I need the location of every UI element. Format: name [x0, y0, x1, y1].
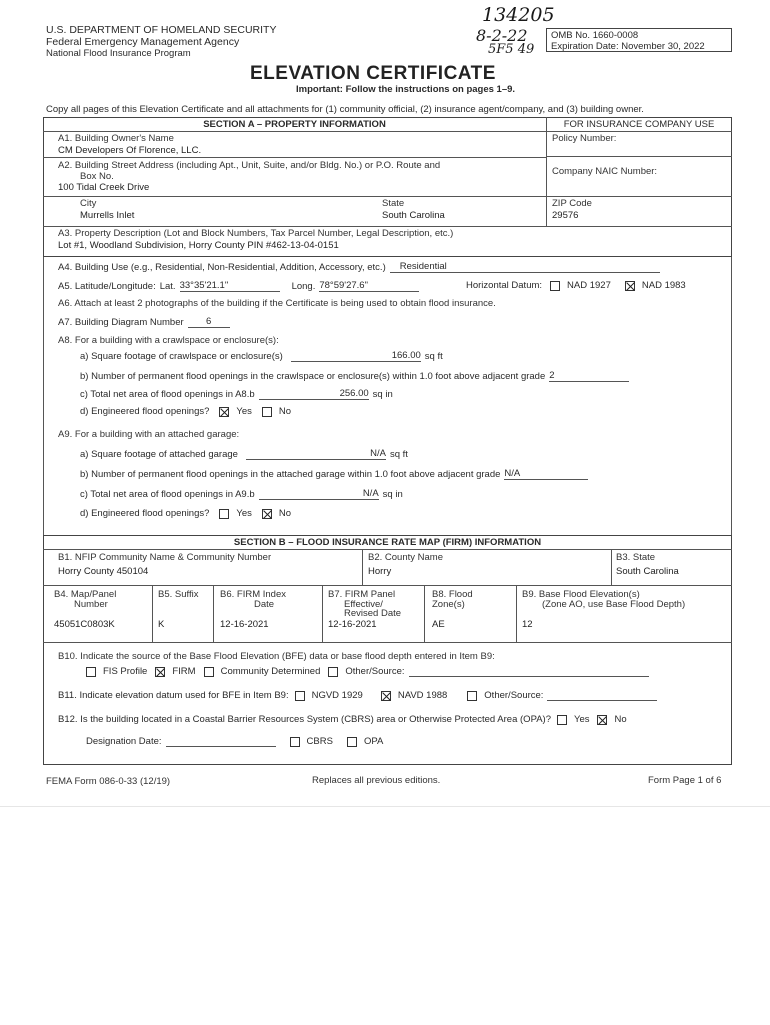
a2-label-cont: Box No. [80, 171, 114, 182]
a9d-row [80, 508, 291, 519]
state-label: State [382, 198, 405, 209]
b11-other-label: Other/Source: [484, 690, 544, 701]
a4-row [58, 261, 660, 273]
city-label: City [80, 198, 97, 209]
naic-label: Company NAIC Number: [552, 166, 658, 177]
a8b-label: b) Number of permanent flood openings in the crawlspace or enclosure(s) within 1.0 foot above adjacent grade [80, 370, 546, 382]
b7-label-cont: Effective/ [344, 599, 383, 610]
a5-row [58, 280, 419, 292]
page-title: ELEVATION CERTIFICATE [250, 63, 496, 84]
a9d-label: d) Engineered flood openings? [80, 508, 210, 519]
a9a-value: N/A [246, 448, 386, 460]
nad1983-checkbox[interactable] [625, 281, 635, 291]
insurance-use-header: FOR INSURANCE COMPANY USE [563, 119, 715, 130]
b11-row [58, 690, 657, 701]
b8-label-cont: Zone(s) [432, 599, 465, 610]
a5-long-label: Long. [291, 280, 316, 292]
a7-row [58, 316, 230, 328]
b6-label: B6. FIRM Index [220, 589, 286, 600]
handwritten-date: 8-2-22 [476, 26, 528, 45]
b5-value: K [158, 619, 165, 630]
a8c-unit: sq in [372, 388, 393, 400]
b6-label-cont: Date [254, 599, 275, 610]
community-determined-label: Community Determined [220, 666, 321, 677]
nad1927-label: NAD 1927 [567, 280, 611, 291]
designation-row [86, 736, 383, 747]
zip-label: ZIP Code [552, 198, 592, 209]
b9-label-cont: (Zone AO, use Base Flood Depth) [542, 599, 686, 610]
copy-note: Copy all pages of this Elevation Certificate and all attachments for (1) community official, (2) insurance agent/company, and (3) building owner. [46, 104, 644, 115]
program-name: National Flood Insurance Program [46, 48, 191, 59]
other-source-label: Other/Source: [345, 666, 405, 677]
b12-label: B12. Is the building located in a Coastal Barrier Resources System (CBRS) area or Otherwise Protected Area (OPA)? [58, 714, 551, 725]
city-value: Murrells Inlet [80, 210, 135, 221]
a4-label: A4. Building Use (e.g., Residential, Non-Residential, Addition, Accessory, etc.) [58, 261, 386, 273]
a9d-yes-checkbox[interactable] [219, 509, 229, 519]
a5-label: A5. Latitude/Longitude: [58, 280, 156, 292]
a9d-no-label: No [278, 508, 292, 519]
a5-long-value: 78°59'27.6" [319, 280, 419, 292]
a7-value: 6 [188, 316, 230, 328]
a9a-label: a) Square footage of attached garage [80, 448, 238, 460]
b12-no-checkbox[interactable] [597, 715, 607, 725]
navd-checkbox[interactable] [381, 691, 391, 701]
a5-lat-value: 33°35'21.1" [180, 280, 280, 292]
policy-number-label: Policy Number: [552, 133, 617, 144]
a8b-row [80, 370, 629, 382]
a9a-unit: sq ft [389, 448, 408, 460]
omb-box [546, 28, 732, 52]
state-value: South Carolina [382, 210, 445, 221]
a9c-unit: sq in [382, 488, 403, 500]
cbrs-label: CBRS [306, 736, 333, 747]
a8a-unit: sq ft [424, 350, 443, 362]
nad1927-checkbox[interactable] [550, 281, 560, 291]
a6-text: A6. Attach at least 2 photographs of the building if the Certificate is being used to obtain flood insurance. [58, 298, 496, 309]
b10-label: B10. Indicate the source of the Base Flood Elevation (BFE) data or base flood depth entered in Item B9: [58, 651, 495, 662]
a8d-label: d) Engineered flood openings? [80, 406, 210, 417]
a8d-no-checkbox[interactable] [262, 407, 272, 417]
other-source-checkbox[interactable] [328, 667, 338, 677]
replaces-note: Replaces all previous editions. [312, 775, 441, 786]
cbrs-checkbox[interactable] [290, 737, 300, 747]
a8a-value: 166.00 [291, 350, 421, 362]
firm-label: FIRM [172, 666, 196, 677]
designation-field[interactable] [166, 736, 276, 747]
a9c-row [80, 488, 403, 500]
b12-row [58, 714, 627, 725]
a9d-yes-label: Yes [236, 508, 252, 519]
a7-label: A7. Building Diagram Number [58, 316, 184, 328]
section-a-title: SECTION A – PROPERTY INFORMATION [203, 119, 386, 130]
a2-value: 100 Tidal Creek Drive [58, 182, 150, 193]
dept-name: U.S. DEPARTMENT OF HOMELAND SECURITY [46, 24, 277, 36]
b9-value: 12 [522, 619, 533, 630]
designation-label: Designation Date: [86, 736, 162, 747]
b6-value: 12-16-2021 [220, 619, 269, 630]
b3-label: B3. State [616, 552, 656, 563]
zip-value: 29576 [552, 210, 579, 221]
a4-value: Residential [390, 261, 660, 273]
form-number: FEMA Form 086-0-33 (12/19) [46, 776, 171, 787]
datum-row [466, 280, 686, 291]
b12-no-label: No [614, 714, 627, 725]
community-determined-checkbox[interactable] [204, 667, 214, 677]
b10-options [86, 666, 649, 677]
datum-label: Horizontal Datum: [466, 280, 543, 291]
b4-label-cont: Number [74, 599, 108, 610]
opa-checkbox[interactable] [347, 737, 357, 747]
other-source-field[interactable] [409, 666, 649, 677]
a8d-no-label: No [278, 406, 292, 417]
a8-label: A8. For a building with a crawlspace or enclosure(s): [58, 335, 279, 346]
ngvd-checkbox[interactable] [295, 691, 305, 701]
a1-value: CM Developers Of Florence, LLC. [58, 145, 202, 156]
section-b-title: SECTION B – FLOOD INSURANCE RATE MAP (FIRM) INFORMATION [233, 537, 542, 548]
b7-value: 12-16-2021 [328, 619, 377, 630]
b4-value: 45051C0803K [54, 619, 115, 630]
important-note: Important: Follow the instructions on pages 1–9. [296, 84, 516, 95]
a9c-value: N/A [259, 488, 379, 500]
navd-label: NAVD 1988 [397, 690, 448, 701]
opa-label: OPA [363, 736, 384, 747]
a1-label: A1. Building Owner's Name [58, 133, 174, 144]
expiration-date: Expiration Date: November 30, 2022 [551, 41, 705, 52]
a9c-label: c) Total net area of flood openings in A9.b [80, 488, 255, 500]
a2-label: A2. Building Street Address (including Apt., Unit, Suite, and/or Bldg. No.) or P.O. Route and [58, 160, 441, 171]
form-page: Form Page 1 of 6 [648, 775, 722, 786]
b8-value: AE [432, 619, 445, 630]
ngvd-label: NGVD 1929 [311, 690, 363, 701]
b8-label: B8. Flood [432, 589, 473, 600]
a8c-value: 256.00 [259, 388, 369, 400]
b9-label: B9. Base Flood Elevation(s) [522, 589, 640, 600]
a8c-row [80, 388, 393, 400]
b2-value: Horry [368, 566, 392, 577]
a3-label: A3. Property Description (Lot and Block Numbers, Tax Parcel Number, Legal Description, etc.) [58, 228, 454, 239]
fis-profile-label: FIS Profile [103, 666, 148, 677]
b5-label: B5. Suffix [158, 589, 199, 600]
scan-margin [0, 806, 770, 1025]
a8d-yes-label: Yes [236, 406, 252, 417]
b12-yes-checkbox[interactable] [557, 715, 567, 725]
agency-name: Federal Emergency Management Agency [46, 36, 240, 48]
a8d-row [80, 406, 291, 417]
a9b-label: b) Number of permanent flood openings in the attached garage within 1.0 foot above adjacent grade [80, 468, 501, 480]
omb-number: OMB No. 1660-0008 [551, 30, 639, 41]
b11-label: B11. Indicate elevation datum used for BFE in Item B9: [58, 690, 289, 701]
b12-yes-label: Yes [573, 714, 590, 725]
b11-other-field[interactable] [547, 690, 657, 701]
a9a-row [80, 448, 408, 460]
handwritten-number: 134205 [482, 4, 555, 26]
b4-label: B4. Map/Panel [54, 589, 117, 600]
firm-checkbox[interactable] [155, 667, 165, 677]
handwritten-code: 5F5 49 [488, 42, 535, 57]
a8a-label: a) Square footage of crawlspace or enclosure(s) [80, 350, 283, 362]
b7-label-cont2: Revised Date [344, 608, 402, 619]
a9b-value: N/A [504, 468, 588, 480]
a8a-row [80, 350, 443, 362]
b3-value: South Carolina [616, 566, 679, 577]
b1-label: B1. NFIP Community Name & Community Number [58, 552, 272, 563]
b2-label: B2. County Name [368, 552, 443, 563]
b1-value: Horry County 450104 [58, 566, 149, 577]
b11-other-checkbox[interactable] [467, 691, 477, 701]
fis-profile-checkbox[interactable] [86, 667, 96, 677]
a3-value: Lot #1, Woodland Subdivision, Horry County PIN #462-13-04-0151 [58, 240, 339, 251]
b7-label: B7. FIRM Panel [328, 589, 396, 600]
a5-lat-label: Lat. [159, 280, 176, 292]
nad1983-label: NAD 1983 [641, 280, 686, 291]
a9d-no-checkbox[interactable] [262, 509, 272, 519]
a9-label: A9. For a building with an attached garage: [58, 429, 240, 440]
a8c-label: c) Total net area of flood openings in A8.b [80, 388, 255, 400]
a9b-row [80, 468, 588, 480]
a8b-value: 2 [549, 370, 629, 382]
a8d-yes-checkbox[interactable] [219, 407, 229, 417]
